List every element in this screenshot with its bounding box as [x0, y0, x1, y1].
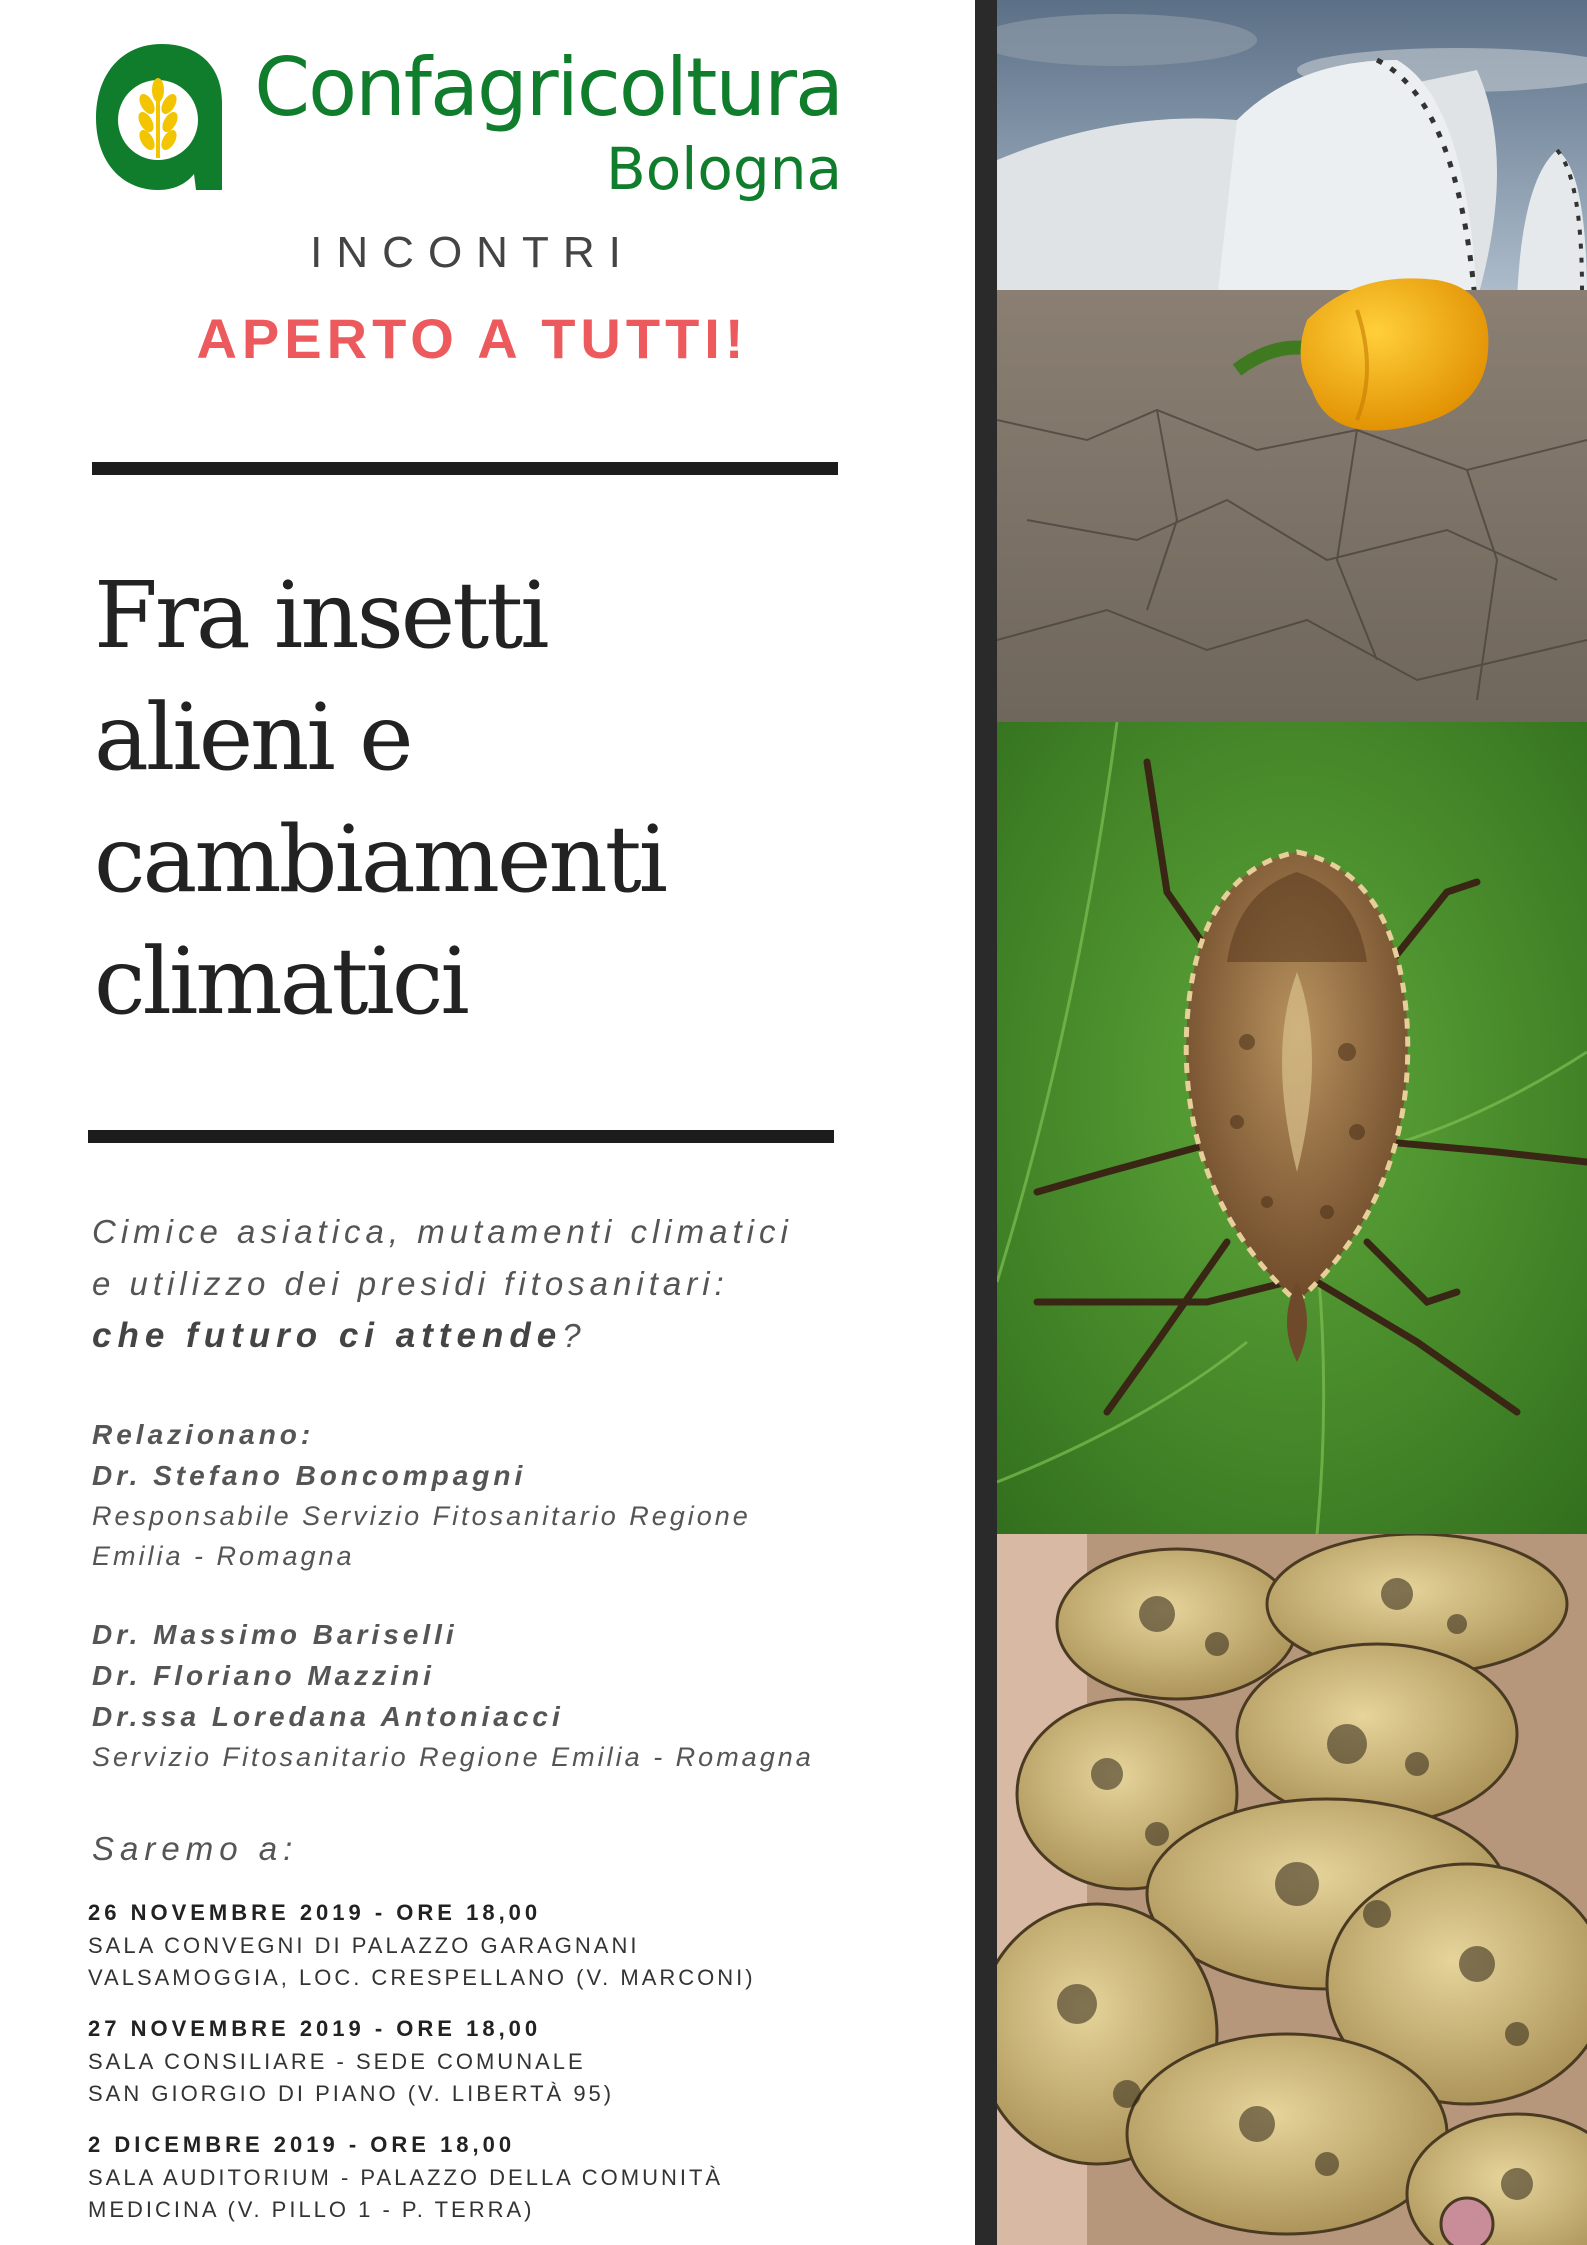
- top-divider: [92, 462, 838, 475]
- speaker-role: Responsabile Servizio Fitosanitario Regione: [92, 1501, 751, 1531]
- speaker-name: Dr.ssa Loredana Antoniacci: [92, 1701, 564, 1732]
- question-mark: ?: [562, 1317, 586, 1354]
- speaker-name: Dr. Stefano Boncompagni: [92, 1460, 527, 1491]
- schedule-item: [88, 2128, 888, 2226]
- schedule-item: [88, 2012, 888, 2110]
- title-line: Fra insetti: [94, 562, 547, 669]
- speaker-name: Dr. Massimo Bariselli: [92, 1619, 458, 1650]
- potatoes-photo: [997, 1534, 1587, 2245]
- speakers-section: [92, 1414, 882, 1777]
- stink-bug-photo: [997, 722, 1587, 1534]
- event-schedule: [88, 1896, 888, 2244]
- event-place: SALA CONSILIARE - SEDE COMUNALE: [88, 2049, 586, 2074]
- title-line: climatici: [94, 928, 467, 1035]
- subtitle-line: Cimice asiatica, mutamenti climatici: [92, 1213, 793, 1250]
- title-line: alieni e: [94, 684, 411, 791]
- event-date: 2 DICEMBRE 2019 - ORE 18,00: [88, 2132, 516, 2157]
- event-address: MEDICINA (V. PILLO 1 - P. TERRA): [88, 2197, 535, 2222]
- speakers-label: Relazionano:: [92, 1419, 315, 1450]
- greenhouse-pepper-photo: [997, 0, 1587, 722]
- speaker-name: Dr. Floriano Mazzini: [92, 1660, 435, 1691]
- speaker-role: Servizio Fitosanitario Regione Emilia - Romagna: [92, 1742, 814, 1772]
- event-title: [94, 555, 814, 1043]
- photo-column: [975, 0, 1587, 2245]
- bottom-divider: [88, 1130, 834, 1143]
- subtitle-line: e utilizzo dei presidi fitosanitari:: [92, 1265, 729, 1302]
- subtitle-question: [92, 1310, 872, 1362]
- brand-name: Confagricoltura: [254, 41, 842, 134]
- speaker-role: Emilia - Romagna: [92, 1541, 355, 1571]
- subtitle-question-text: che futuro ci attende: [92, 1316, 563, 1355]
- event-address: SAN GIORGIO DI PIANO (V. LIBERTÀ 95): [88, 2081, 615, 2106]
- event-kicker: INCONTRI: [310, 228, 635, 277]
- brand-city: Bologna: [606, 135, 842, 203]
- event-address: VALSAMOGGIA, LOC. CRESPELLANO (V. MARCONI): [88, 1965, 756, 1990]
- event-subtitle: [92, 1206, 872, 1362]
- event-place: SALA CONVEGNI DI PALAZZO GARAGNANI: [88, 1933, 640, 1958]
- event-date: 26 NOVEMBRE 2019 - ORE 18,00: [88, 1900, 542, 1925]
- wheat-logo-icon: [92, 40, 222, 192]
- title-line: cambiamenti: [94, 806, 666, 913]
- open-to-all-tagline: APERTO A TUTTI!: [196, 307, 749, 370]
- schedule-item: [88, 1896, 888, 1994]
- event-date: 27 NOVEMBRE 2019 - ORE 18,00: [88, 2016, 542, 2041]
- confagricoltura-logo: [92, 40, 842, 210]
- event-place: SALA AUDITORIUM - PALAZZO DELLA COMUNITÀ: [88, 2165, 724, 2190]
- schedule-label: Saremo a:: [92, 1830, 299, 1867]
